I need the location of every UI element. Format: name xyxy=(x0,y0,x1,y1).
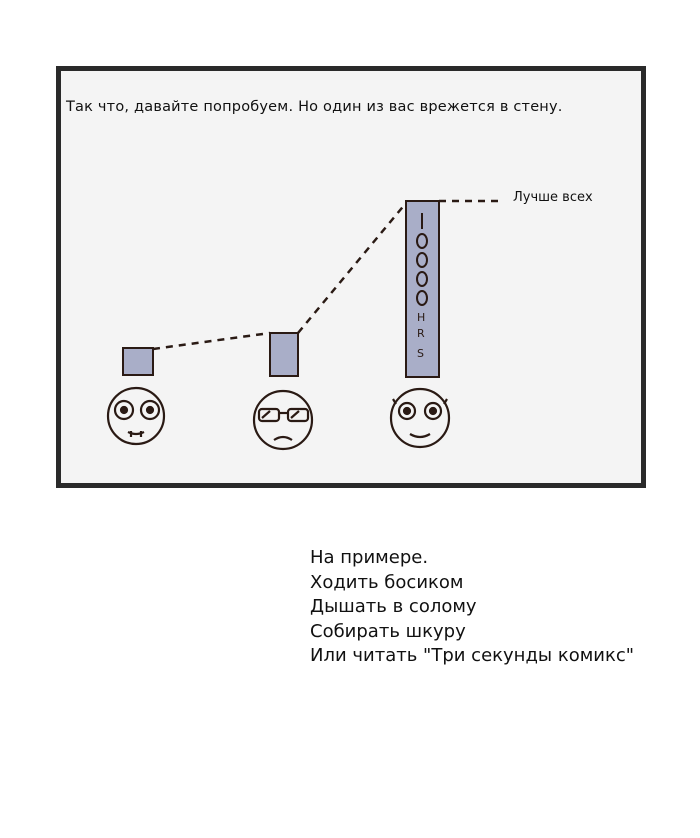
text-line: Дышать в солому xyxy=(310,596,477,617)
text-line: Собирать шкуру xyxy=(310,620,466,642)
text-line: Ходить босиком xyxy=(310,571,464,593)
text-line: На примере. xyxy=(310,547,429,568)
face-2 xyxy=(254,391,312,449)
face-1 xyxy=(108,388,164,444)
best-label: Лучше всех xyxy=(513,190,593,205)
bottom-text-block xyxy=(310,546,634,669)
small-bar xyxy=(123,348,153,375)
dashed-trend-line xyxy=(153,201,500,349)
svg-text:R: R xyxy=(417,327,425,340)
svg-text:S: S xyxy=(417,347,424,360)
text-line: Или читать "Три секунды комикс" xyxy=(310,645,635,666)
panel-caption: Так что, давайте попробуем. Но один из вас врежется в стену. xyxy=(66,99,563,115)
medium-bar xyxy=(270,333,298,376)
svg-text:H: H xyxy=(417,311,426,324)
face-3 xyxy=(391,389,449,447)
